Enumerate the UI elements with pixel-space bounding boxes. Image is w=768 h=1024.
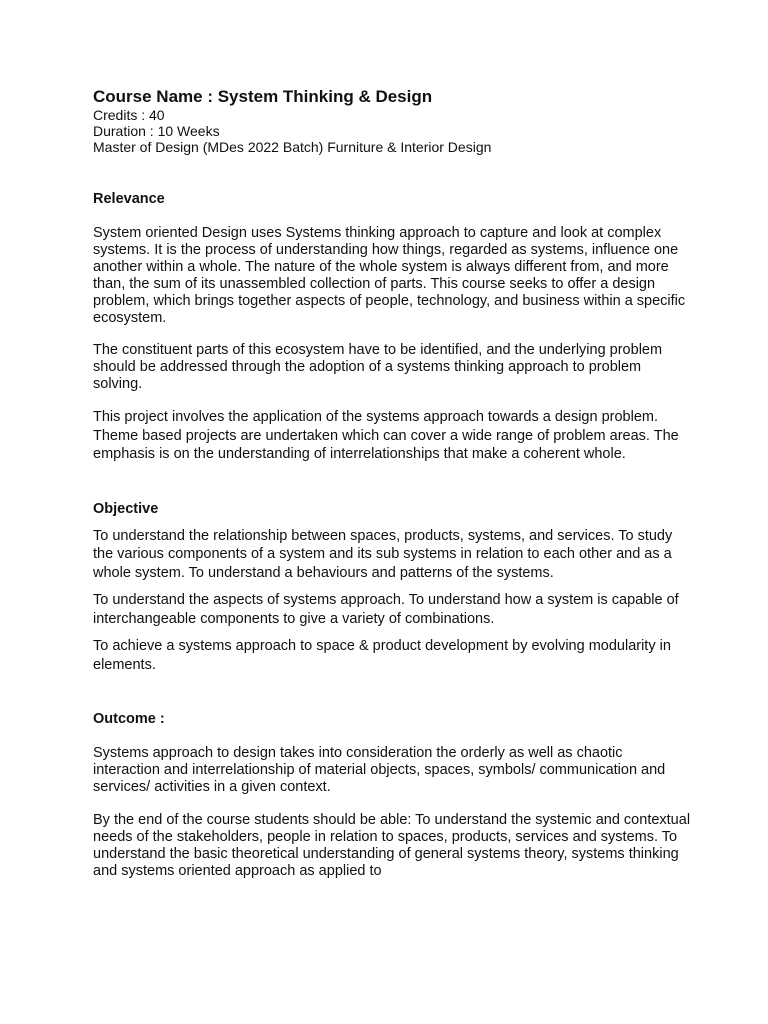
course-title: Course Name : System Thinking & Design — [93, 87, 433, 106]
program-line: Master of Design (MDes 2022 Batch) Furniture & Interior Design — [93, 139, 492, 155]
outcome-heading: Outcome : — [93, 711, 165, 727]
duration-line: Duration : 10 Weeks — [93, 123, 220, 139]
objective-heading: Objective — [93, 500, 159, 517]
objective-paragraph-3: To achieve a systems approach to space & product development by evolving modularity in elements. — [93, 638, 671, 673]
objective-paragraph-1: To understand the relationship between spaces, products, systems, and services. To study the various components of a system and its sub systems in relation to each other and as a whole system. To understand a behaviours and patterns of the systems. — [93, 527, 673, 581]
relevance-heading: Relevance — [93, 191, 165, 207]
objective-paragraph-2: To understand the aspects of systems approach. To understand how a system is capable of interchangeable components to give a variety of combinations. — [93, 592, 679, 627]
relevance-paragraph-3: This project involves the application of the systems approach towards a design problem. Theme based projects are undertaken which can cover a wide range of problem areas. The emphasis is on the understanding of interrelationships that make a coherent whole. — [93, 409, 679, 462]
document-page — [93, 87, 693, 880]
relevance-paragraph-1: System oriented Design uses Systems thinking approach to capture and look at complex systems. It is the process of understanding how things, regarded as systems, influence one another within a whole. The nature of the whole system is always different from, and more than, the sum of its unassembled collection of parts. This course seeks to offer a design problem, which brings together aspects of people, technology, and business within a specific ecosystem. — [93, 225, 686, 326]
outcome-paragraph-1: Systems approach to design takes into consideration the orderly as well as chaotic interaction and interrelationship of material objects, spaces, symbols/ communication and services/ activities in a given context. — [93, 745, 666, 795]
outcome-paragraph-2: By the end of the course students should be able: To understand the systemic and contextual needs of the stakeholders, people in relation to spaces, products, services and systems. To understand the basic theoretical understanding of general systems theory, systems thinking and systems oriented approach as applied to — [93, 812, 691, 879]
credits-line: Credits : 40 — [93, 107, 165, 123]
relevance-paragraph-2: The constituent parts of this ecosystem have to be identified, and the underlying problem should be addressed through the adoption of a systems thinking approach to problem solving. — [93, 342, 663, 392]
